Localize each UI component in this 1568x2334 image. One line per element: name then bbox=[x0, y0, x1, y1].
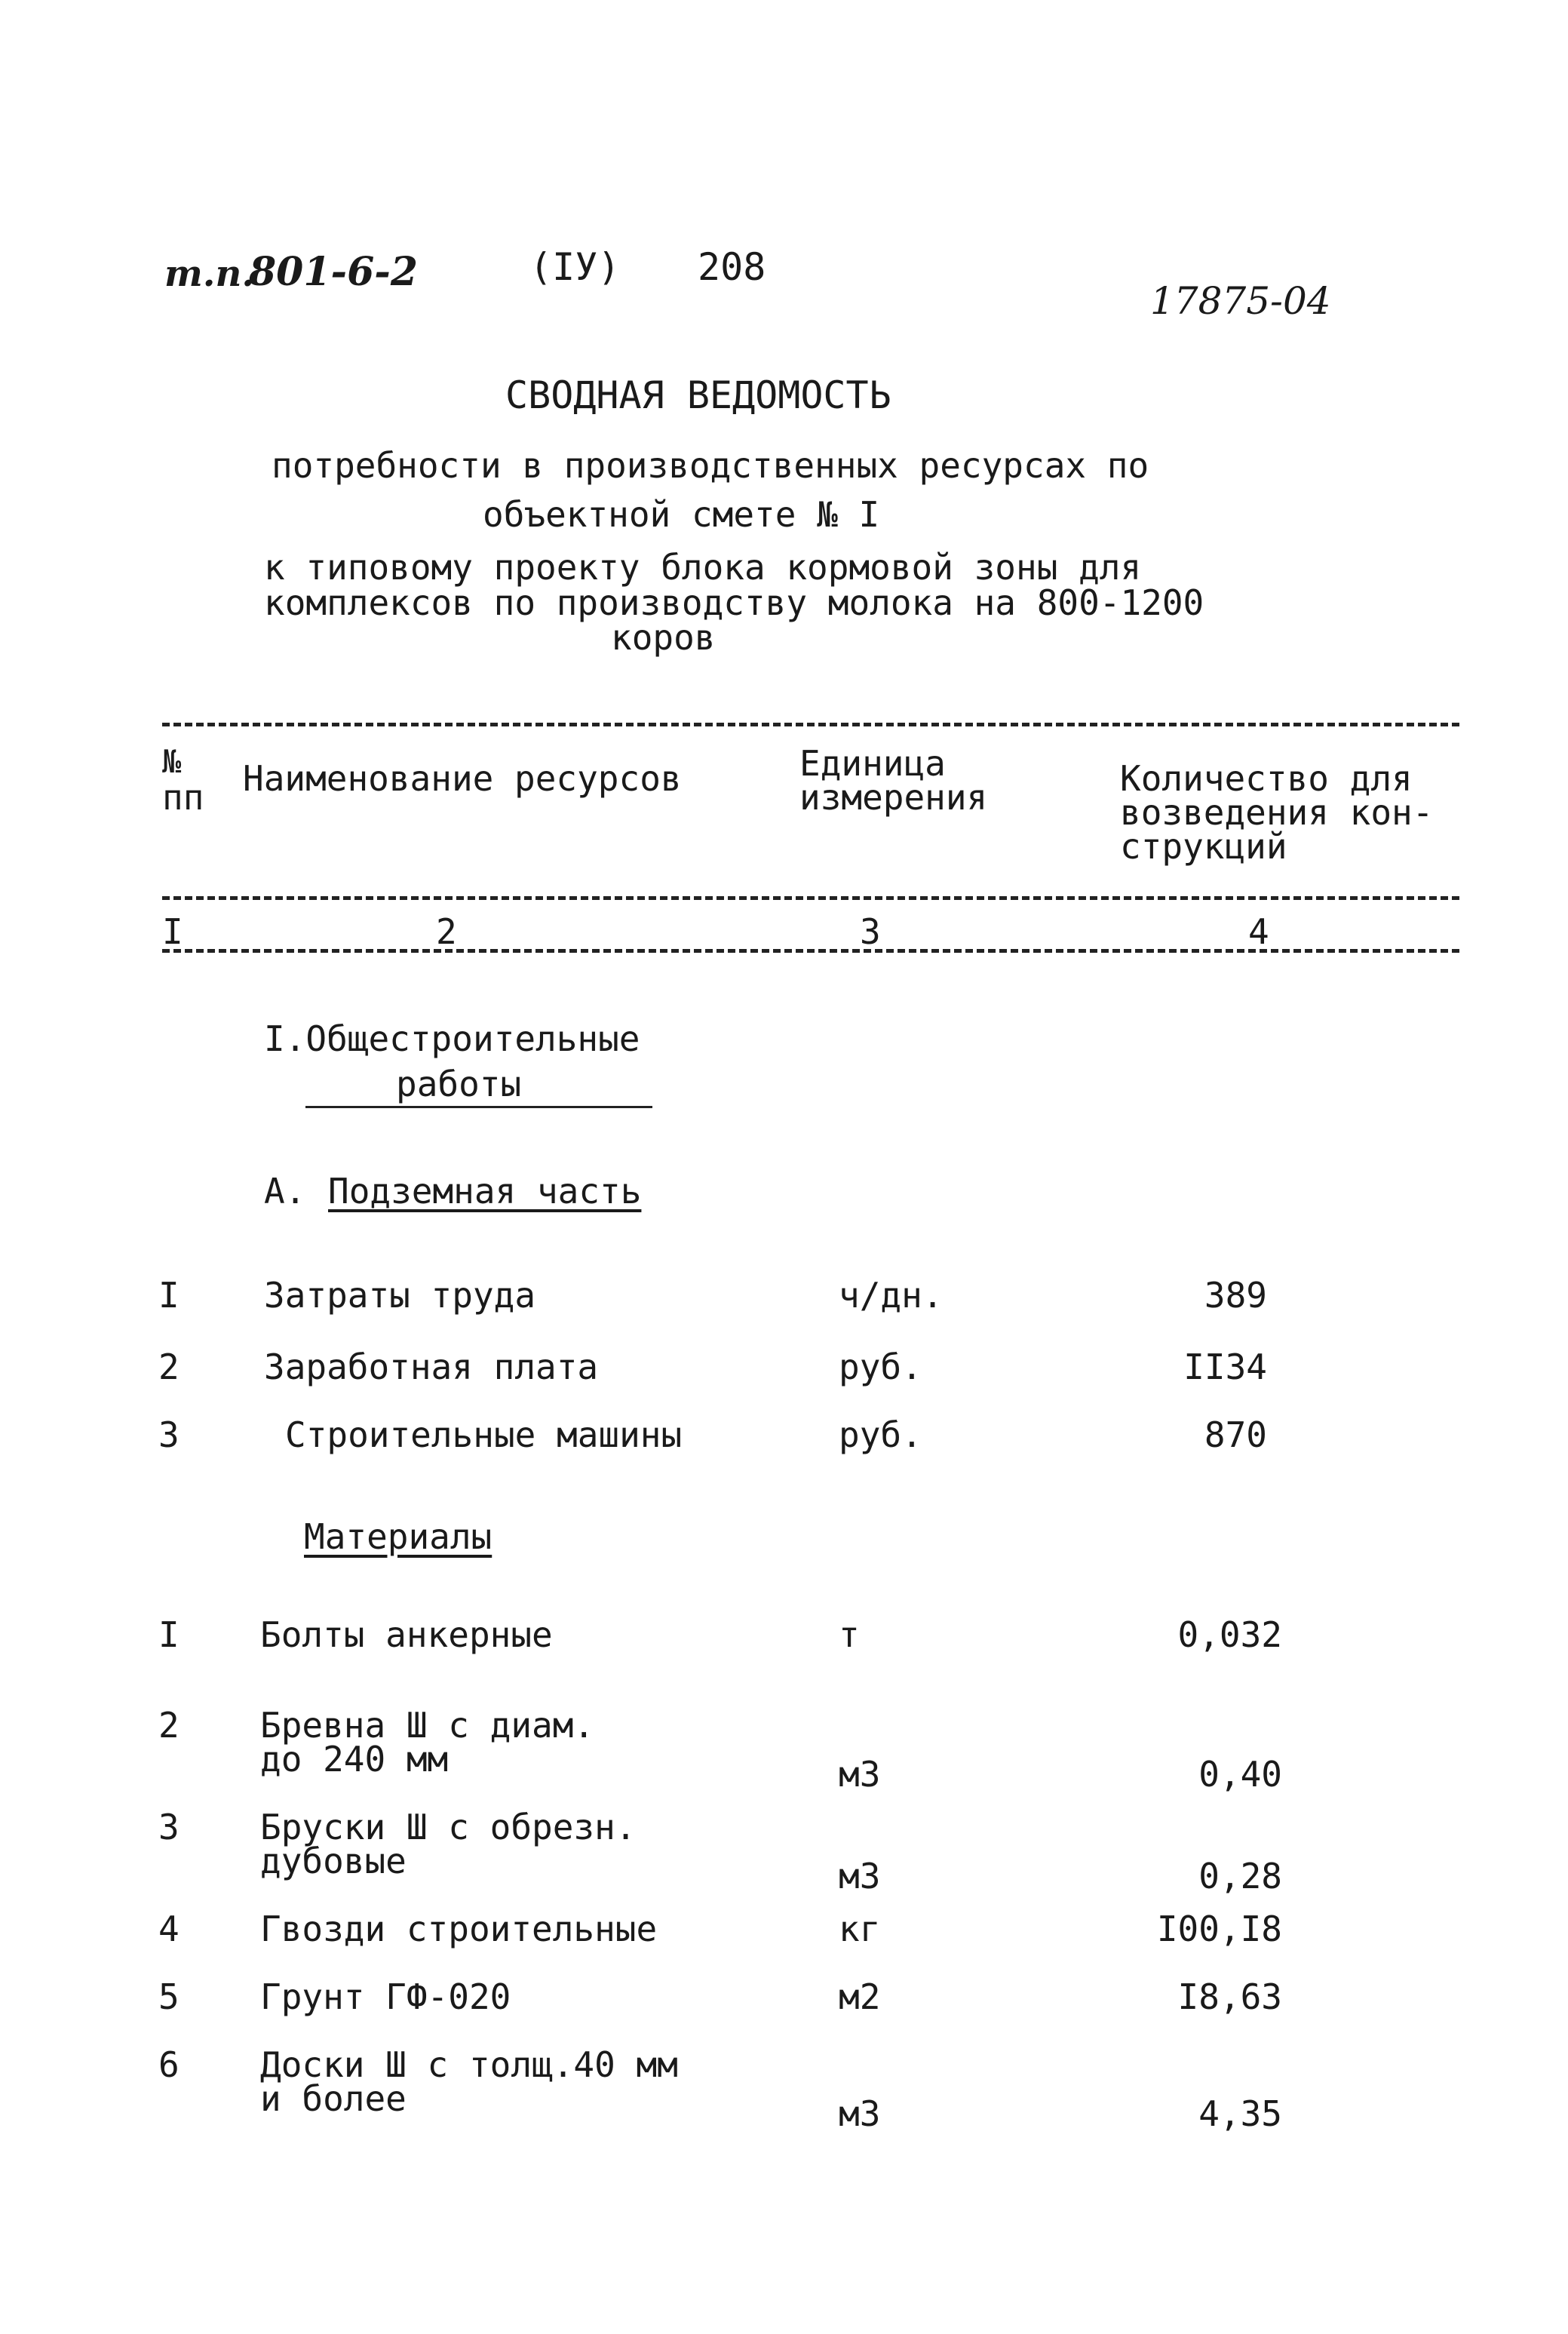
subsection-label: А. bbox=[264, 1171, 306, 1212]
row-unit: м2 bbox=[839, 1976, 881, 2017]
row-qty: I8,63 bbox=[1177, 1976, 1282, 2017]
col-unit-header-b: измерения bbox=[799, 777, 988, 818]
row-name: Болты анкерные bbox=[260, 1614, 553, 1655]
row-qty: 0,40 bbox=[1198, 1754, 1282, 1795]
row-number: 3 bbox=[158, 1414, 180, 1455]
document-title: СВОДНАЯ ВЕДОМОСТЬ bbox=[505, 373, 891, 417]
title-line-6: коров bbox=[611, 617, 716, 658]
row-number: 5 bbox=[158, 1976, 180, 2017]
col-name-header: Наименование ресурсов bbox=[243, 758, 682, 799]
row-qty: II34 bbox=[1183, 1347, 1267, 1387]
row-name: Грунт ГФ-020 bbox=[260, 1976, 511, 2017]
row-qty: 870 bbox=[1204, 1414, 1267, 1455]
col-index-2: 2 bbox=[436, 911, 457, 952]
row-number: 6 bbox=[158, 2044, 180, 2085]
col-number-header-a: № bbox=[162, 743, 182, 780]
col-index-3: 3 bbox=[860, 911, 881, 952]
subsection-title: Подземная часть bbox=[328, 1171, 642, 1212]
row-name: Доски Ш с толщ.40 мм bbox=[260, 2044, 678, 2085]
row-name-cont: дубовые bbox=[260, 1841, 407, 1881]
col-index-1: I bbox=[162, 911, 183, 952]
row-qty: 4,35 bbox=[1198, 2093, 1282, 2134]
col-qty-header-c: струкций bbox=[1120, 826, 1287, 867]
row-qty: 389 bbox=[1204, 1275, 1267, 1316]
row-unit: м3 bbox=[839, 2093, 881, 2134]
row-name-cont: и более bbox=[260, 2078, 407, 2119]
row-number: 4 bbox=[158, 1909, 180, 1949]
row-unit: т bbox=[839, 1614, 860, 1655]
series-prefix: т.п. bbox=[164, 253, 255, 295]
row-name-cont: до 240 мм bbox=[260, 1739, 449, 1780]
row-unit: кг bbox=[839, 1909, 881, 1949]
col-number-header-b: пп bbox=[162, 777, 204, 818]
row-unit: руб. bbox=[839, 1414, 922, 1455]
row-unit: ч/дн. bbox=[839, 1275, 944, 1316]
title-line-5: комплексов по производству молока на 800-1200 bbox=[264, 582, 1204, 623]
row-unit: м3 bbox=[839, 1856, 881, 1896]
row-name: Бревна Ш с диам. bbox=[260, 1705, 595, 1746]
header-bottom-dashed-rule bbox=[162, 949, 1459, 953]
row-number: 2 bbox=[158, 1347, 180, 1387]
section-title-underline bbox=[305, 1106, 652, 1108]
row-number: 2 bbox=[158, 1705, 180, 1746]
row-name: Строительные машины bbox=[285, 1414, 683, 1455]
section-title-a: I.Общестроительные bbox=[264, 1018, 640, 1059]
row-name: Заработная плата bbox=[264, 1347, 599, 1387]
row-qty: 0,032 bbox=[1177, 1614, 1282, 1655]
row-name: Гвозди строительные bbox=[260, 1909, 658, 1949]
row-qty: 0,28 bbox=[1198, 1856, 1282, 1896]
row-name: Бруски Ш с обрезн. bbox=[260, 1807, 637, 1847]
col-qty-header-b: возведения кон- bbox=[1120, 792, 1434, 833]
header-mid-dashed-rule bbox=[162, 896, 1459, 900]
row-number: 3 bbox=[158, 1807, 180, 1847]
materials-title: Материалы bbox=[304, 1516, 492, 1557]
row-number: I bbox=[158, 1275, 180, 1316]
row-number: I bbox=[158, 1614, 180, 1655]
registration-number: 17875-04 bbox=[1150, 279, 1331, 323]
page-number: 208 bbox=[698, 245, 766, 289]
col-unit-header-a: Единица bbox=[799, 743, 946, 784]
volume-label: (IУ) bbox=[529, 245, 621, 289]
title-line-3: объектной смете № I bbox=[483, 494, 880, 535]
col-index-4: 4 bbox=[1248, 911, 1269, 952]
row-qty: I00,I8 bbox=[1156, 1909, 1282, 1949]
row-name: Затраты труда bbox=[264, 1275, 536, 1316]
col-qty-header-a: Количество для bbox=[1120, 758, 1413, 799]
title-line-2: потребности в производственных ресурсах по bbox=[272, 445, 1149, 486]
header-top-dashed-rule bbox=[162, 723, 1459, 726]
title-line-4: к типовому проекту блока кормовой зоны для bbox=[264, 547, 1142, 588]
section-title-b: работы bbox=[396, 1064, 522, 1104]
series-number: 801-6-2 bbox=[249, 249, 419, 295]
row-unit: руб. bbox=[839, 1347, 922, 1387]
row-unit: м3 bbox=[839, 1754, 881, 1795]
